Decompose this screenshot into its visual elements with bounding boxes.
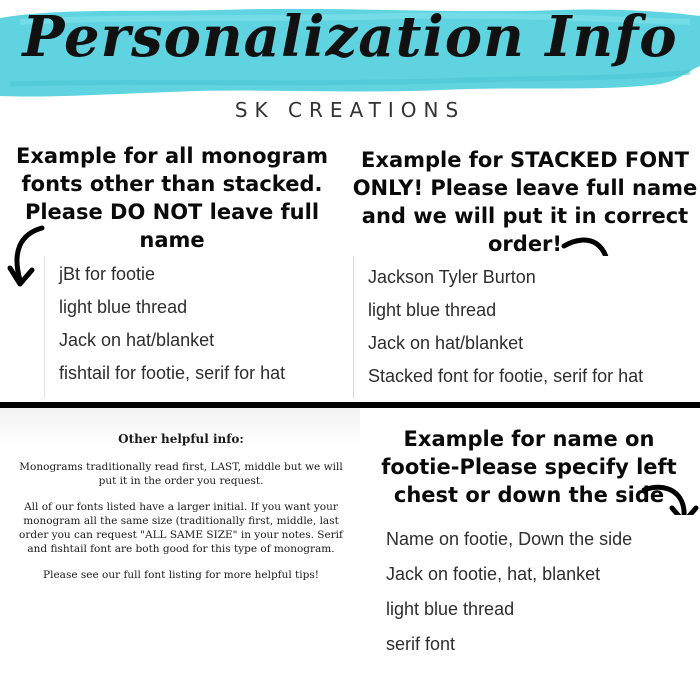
bottom-panel-heading: Example for name on footie-Please specify left chest or down the side <box>381 427 677 507</box>
list-item: light blue thread <box>59 297 188 317</box>
list-item: light blue thread <box>368 300 497 320</box>
helpful-info-section <box>12 432 350 594</box>
helpful-info-paragraph: Please see our full font listing for more helpful tips! <box>43 569 319 581</box>
list-item: serif font <box>386 634 456 654</box>
left-panel-heading: Example for all monogram fonts other than stacked. Please DO NOT leave full name <box>16 144 328 252</box>
bottom-example-card <box>372 515 700 665</box>
list-item: Jackson Tyler Burton <box>368 267 536 287</box>
list-item: Name on footie, Down the side <box>386 529 633 549</box>
page-title: Personalization Info <box>22 4 678 70</box>
helpful-info-title: Other helpful info: <box>118 432 244 446</box>
list-item: jBt for footie <box>59 264 156 284</box>
helpful-info-paragraph: Monograms traditionally read first, LAST, middle but we will put it in the order you request. <box>19 461 343 487</box>
list-item: light blue thread <box>386 599 515 619</box>
brand-subtitle: SK CREATIONS <box>234 98 466 122</box>
list-item: Jack on hat/blanket <box>59 330 215 350</box>
list-item: fishtail for footie, serif for hat <box>59 363 286 383</box>
list-item: Stacked font for footie, serif for hat <box>368 366 644 386</box>
helpful-info-paragraph: All of our fonts listed have a larger initial. If you want your monogram all the same size (traditionally first, middle, last order you can request "ALL SAME SIZE" in your notes. Serif and fishtail font are both good for this type of monogram. <box>19 501 343 555</box>
list-item: Jack on footie, hat, blanket <box>386 564 601 584</box>
right-example-card <box>353 256 700 398</box>
right-panel-heading: Example for STACKED FONT ONLY! Please leave full name and we will put it in correct order! <box>352 148 698 256</box>
left-example-card <box>44 256 345 398</box>
list-item: Jack on hat/blanket <box>368 333 524 353</box>
